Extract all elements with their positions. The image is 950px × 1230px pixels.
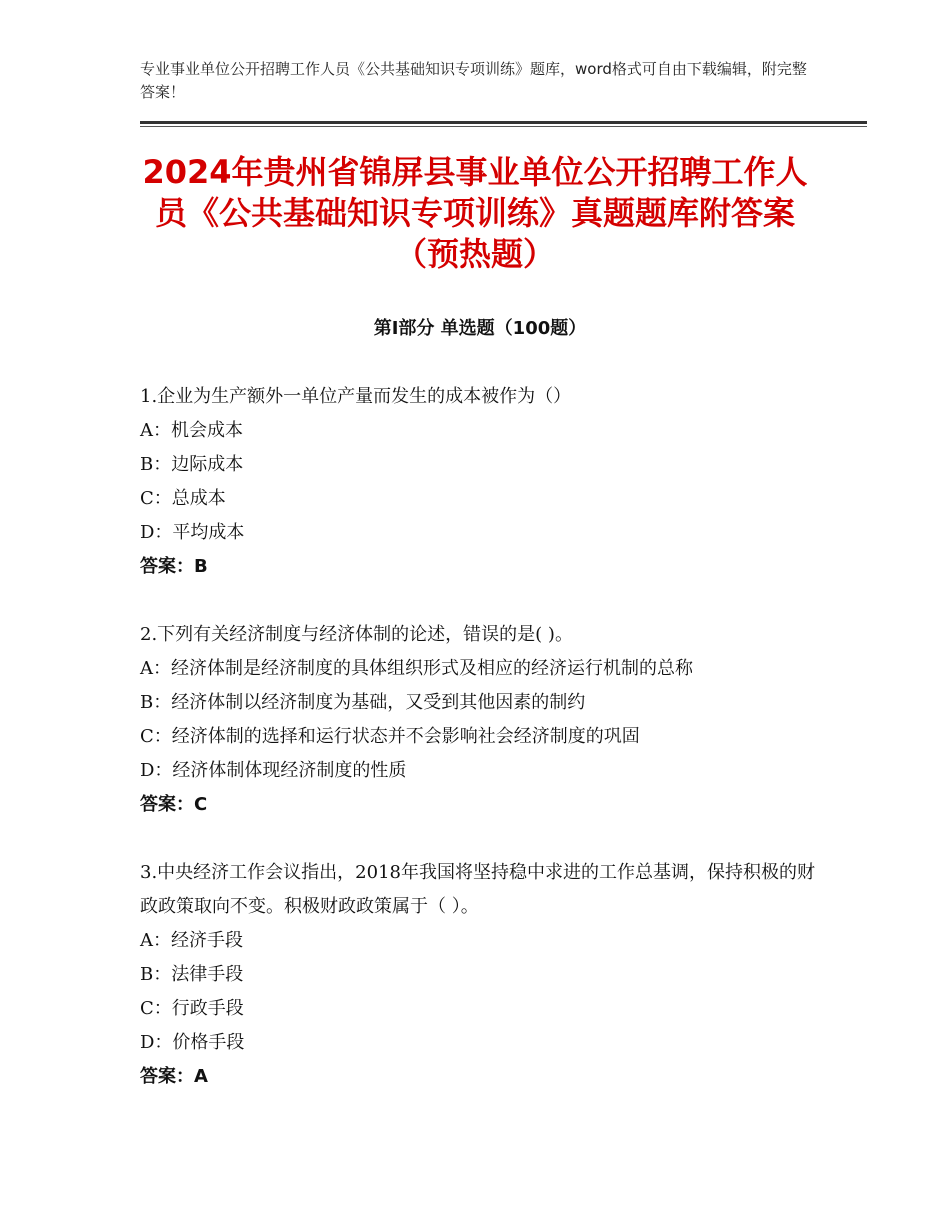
option-b: B：边际成本 — [140, 454, 244, 475]
question-stem: 2.下列有关经济制度与经济体制的论述，错误的是( )。 — [140, 624, 573, 645]
option-a: A：经济体制是经济制度的具体组织形式及相应的经济运行机制的总称 — [140, 658, 693, 679]
option-d: D：平均成本 — [140, 522, 245, 543]
answer: 答案：A — [140, 1066, 208, 1087]
header-rule-thick — [140, 121, 867, 124]
option-b: B：法律手段 — [140, 964, 244, 985]
option-c: C：经济体制的选择和运行状态并不会影响社会经济制度的巩固 — [140, 726, 640, 747]
question-1 — [140, 380, 820, 584]
option-a: A：机会成本 — [140, 420, 243, 441]
option-d: D：经济体制体现经济制度的性质 — [140, 760, 407, 781]
question-3 — [140, 856, 820, 1094]
section-title: 第Ⅰ部分 单选题（100题） — [373, 318, 587, 339]
question-2 — [140, 618, 820, 822]
option-d: D：价格手段 — [140, 1032, 245, 1053]
answer: 答案：B — [140, 556, 208, 577]
option-c: C：行政手段 — [140, 998, 244, 1019]
option-c: C：总成本 — [140, 488, 226, 509]
question-stem: 3.中央经济工作会议指出，2018年我国将坚持稳中求进的工作总基调，保持积极的财政政策取向不变。积极财政政策属于（ ）。 — [140, 862, 815, 917]
header-note: 专业事业单位公开招聘工作人员《公共基础知识专项训练》题库，word格式可自由下载编辑，附完整答案！ — [140, 60, 807, 101]
header-rule-thin — [140, 126, 867, 127]
option-b: B：经济体制以经济制度为基础，又受到其他因素的制约 — [140, 692, 586, 713]
option-a: A：经济手段 — [140, 930, 243, 951]
question-stem: 1.企业为生产额外一单位产量而发生的成本被作为（） — [140, 386, 572, 407]
answer: 答案：C — [140, 794, 208, 815]
document-title: 2024年贵州省锦屏县事业单位公开招聘工作人员《公共基础知识专项训练》真题题库附答案（预热题） — [142, 153, 808, 273]
